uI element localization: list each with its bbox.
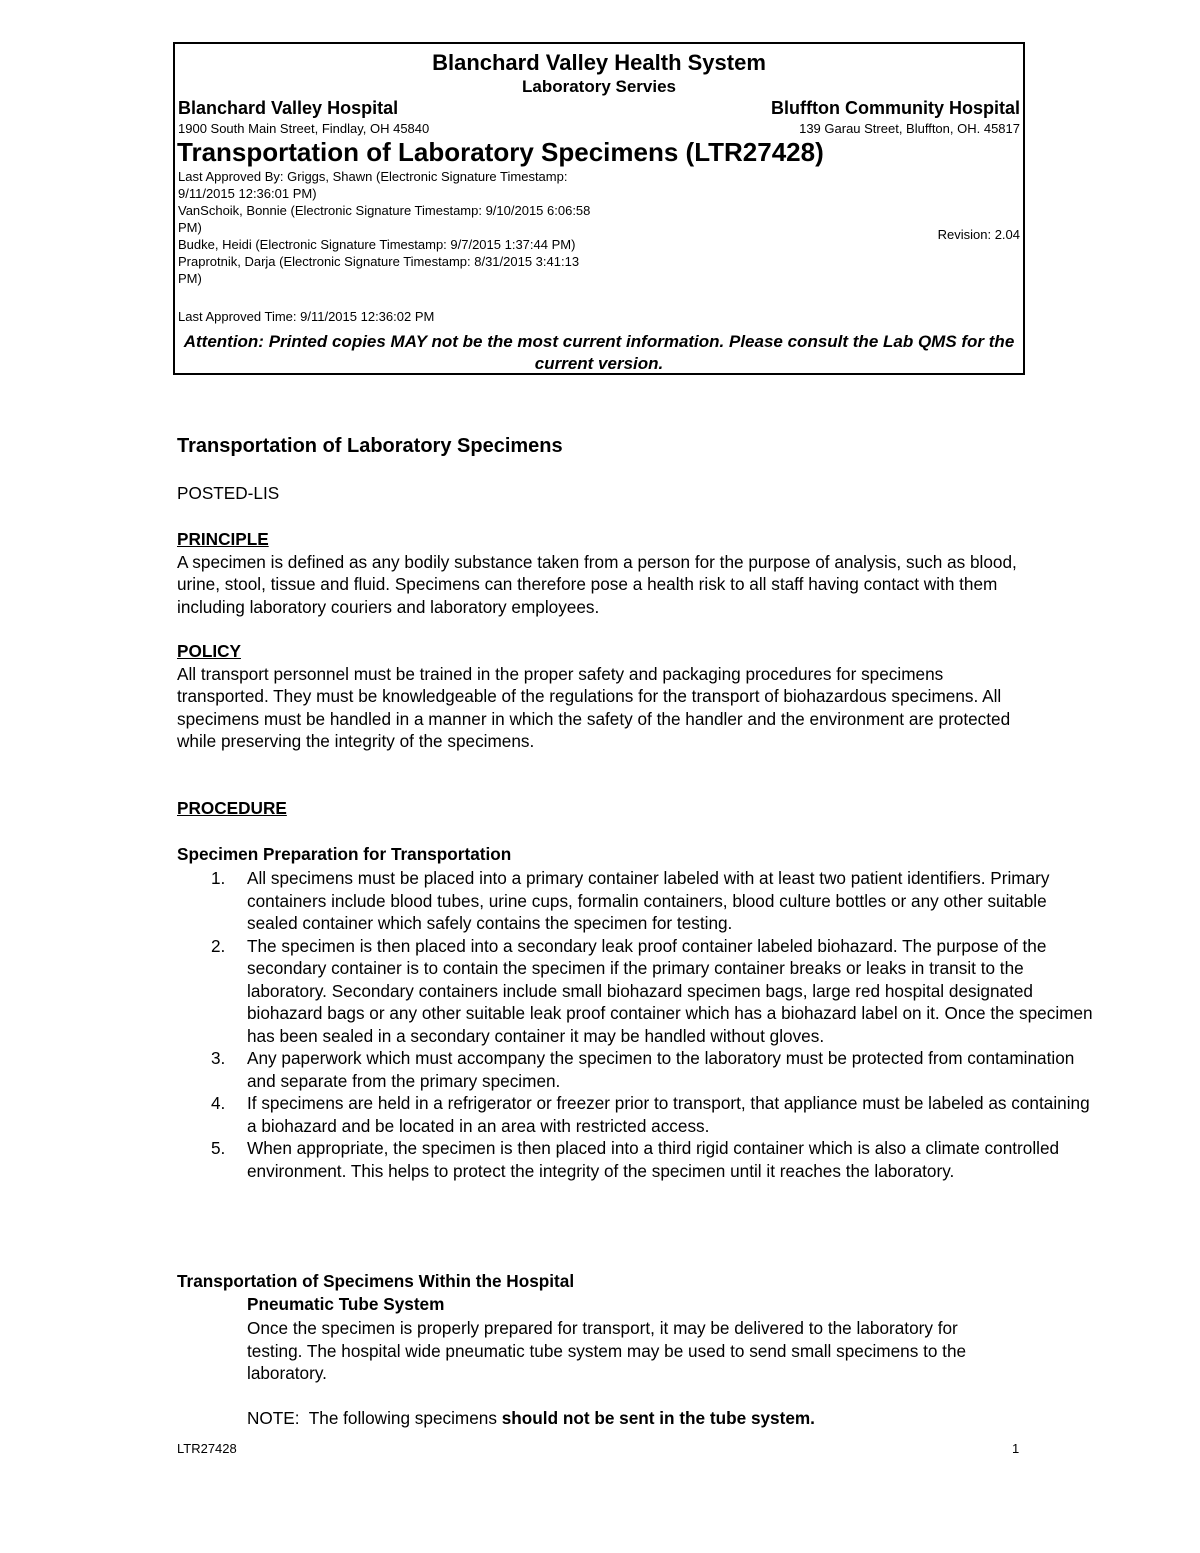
footer-doc-id: LTR27428: [177, 1441, 237, 1456]
policy-text: All transport personnel must be trained in the proper safety and packaging procedures for specimens transported. They must be knowledgeable of the regulations for the transport of biohazardous specimens. All specimens must be handled in a manner in which the safety of the handler and the environment are protected while preserving the integrity of the specimens.: [177, 663, 1011, 751]
step-text: If specimens are held in a refrigerator or freezer prior to transport, that appliance must be labeled as containing a biohazard and be located in an area with restricted access.: [247, 1093, 1090, 1136]
hospital-left-name: Blanchard Valley Hospital: [178, 98, 399, 118]
posted-label: POSTED-LIS: [177, 483, 280, 503]
within-hospital-heading: Transportation of Specimens Within the Hospital: [177, 1271, 575, 1291]
hospital-right-name: Bluffton Community Hospital: [771, 98, 1020, 118]
policy-section: [177, 640, 1027, 753]
hospital-right-address: 139 Garau Street, Bluffton, OH. 45817: [799, 121, 1020, 136]
approval-list: [178, 168, 598, 287]
step-number: 3.: [211, 1048, 226, 1068]
step-number: 4.: [211, 1093, 226, 1113]
procedure-heading: PROCEDURE: [177, 798, 287, 818]
approval-entry: Budke, Heidi (Electronic Signature Timestamp: 9/7/2015 1:37:44 PM): [178, 237, 576, 252]
document-title: Transportation of Laboratory Specimens (LTR27428): [177, 137, 824, 167]
step-text: All specimens must be placed into a primary container labeled with at least two patient identifiers. Primary containers include blood tubes, urine cups, formalin containers, blood culture bottles or any other suitable sealed container which safely contains the specimen for testing.: [247, 868, 1050, 933]
attention-notice: Attention: Printed copies MAY not be the most current information. Please consult the Lab QMS for the current version.: [183, 332, 1015, 373]
list-item: [211, 1092, 1097, 1137]
last-approved-time: Last Approved Time: 9/11/2015 12:36:02 PM: [178, 309, 435, 324]
approval-entry: Praprotnik, Darja (Electronic Signature Timestamp: 8/31/2015 3:41:13 PM): [178, 254, 580, 286]
step-text: When appropriate, the specimen is then placed into a third rigid container which is also a climate controlled environment. This helps to protect the integrity of the specimen until it reaches the laboratory.: [247, 1138, 1060, 1181]
step-text: The specimen is then placed into a secondary leak proof container labeled biohazard. The purpose of the secondary container is to contain the specimen if the primary container breaks or leaks in transit to the laboratory. Secondary containers include small biohazard specimen bags, large red hospital designated biohazard bags or any other suitable leak proof container which has a biohazard label on it. Once the specimen has been sealed in a secondary container it may be handled without gloves.: [247, 935, 1093, 1046]
list-item: [211, 1047, 1097, 1092]
department-name: Laboratory Servies: [521, 77, 676, 96]
note-bold: should not be sent in the tube system.: [501, 1408, 815, 1428]
document-header: [173, 42, 1025, 375]
tube-note: [247, 1407, 1017, 1430]
principle-section: [177, 528, 1027, 618]
revision-number: Revision: 2.04: [937, 227, 1020, 242]
hospital-left-address: 1900 South Main Street, Findlay, OH 45840: [178, 121, 430, 136]
step-number: 5.: [211, 1138, 226, 1158]
note-prefix: NOTE: The following specimens: [247, 1408, 502, 1428]
step-number: 1.: [211, 868, 226, 888]
policy-heading: POLICY: [177, 641, 241, 661]
approval-entry: Last Approved By: Griggs, Shawn (Electronic Signature Timestamp: 9/11/2015 12:36:01 PM): [178, 169, 568, 201]
step-number: 2.: [211, 935, 226, 956]
list-item: [211, 867, 1097, 935]
principle-heading: PRINCIPLE: [177, 529, 269, 549]
organization-name: Blanchard Valley Health System: [432, 50, 766, 75]
preparation-steps: [177, 867, 1097, 1182]
list-item: [211, 935, 1097, 1048]
list-item: [211, 1137, 1097, 1182]
tube-system-heading: Pneumatic Tube System: [247, 1294, 445, 1314]
approval-entry: VanSchoik, Bonnie (Electronic Signature Timestamp: 9/10/2015 6:06:58 PM): [178, 203, 591, 235]
tube-system-text: Once the specimen is properly prepared for transport, it may be delivered to the laboratory for testing. The hospital wide pneumatic tube system may be used to send small specimens to the laboratory.: [247, 1318, 967, 1383]
step-text: Any paperwork which must accompany the specimen to the laboratory must be protected from contamination and separate from the primary specimen.: [247, 1048, 1075, 1091]
prep-heading: Specimen Preparation for Transportation: [177, 844, 512, 864]
principle-text: A specimen is defined as any bodily substance taken from a person for the purpose of analysis, such as blood, urine, stool, tissue and fluid. Specimens can therefore pose a health risk to all staff having contact with them including laboratory couriers and laboratory employees.: [177, 551, 1017, 617]
page-number: 1: [1012, 1441, 1020, 1456]
section-title: Transportation of Laboratory Specimens: [177, 435, 563, 457]
